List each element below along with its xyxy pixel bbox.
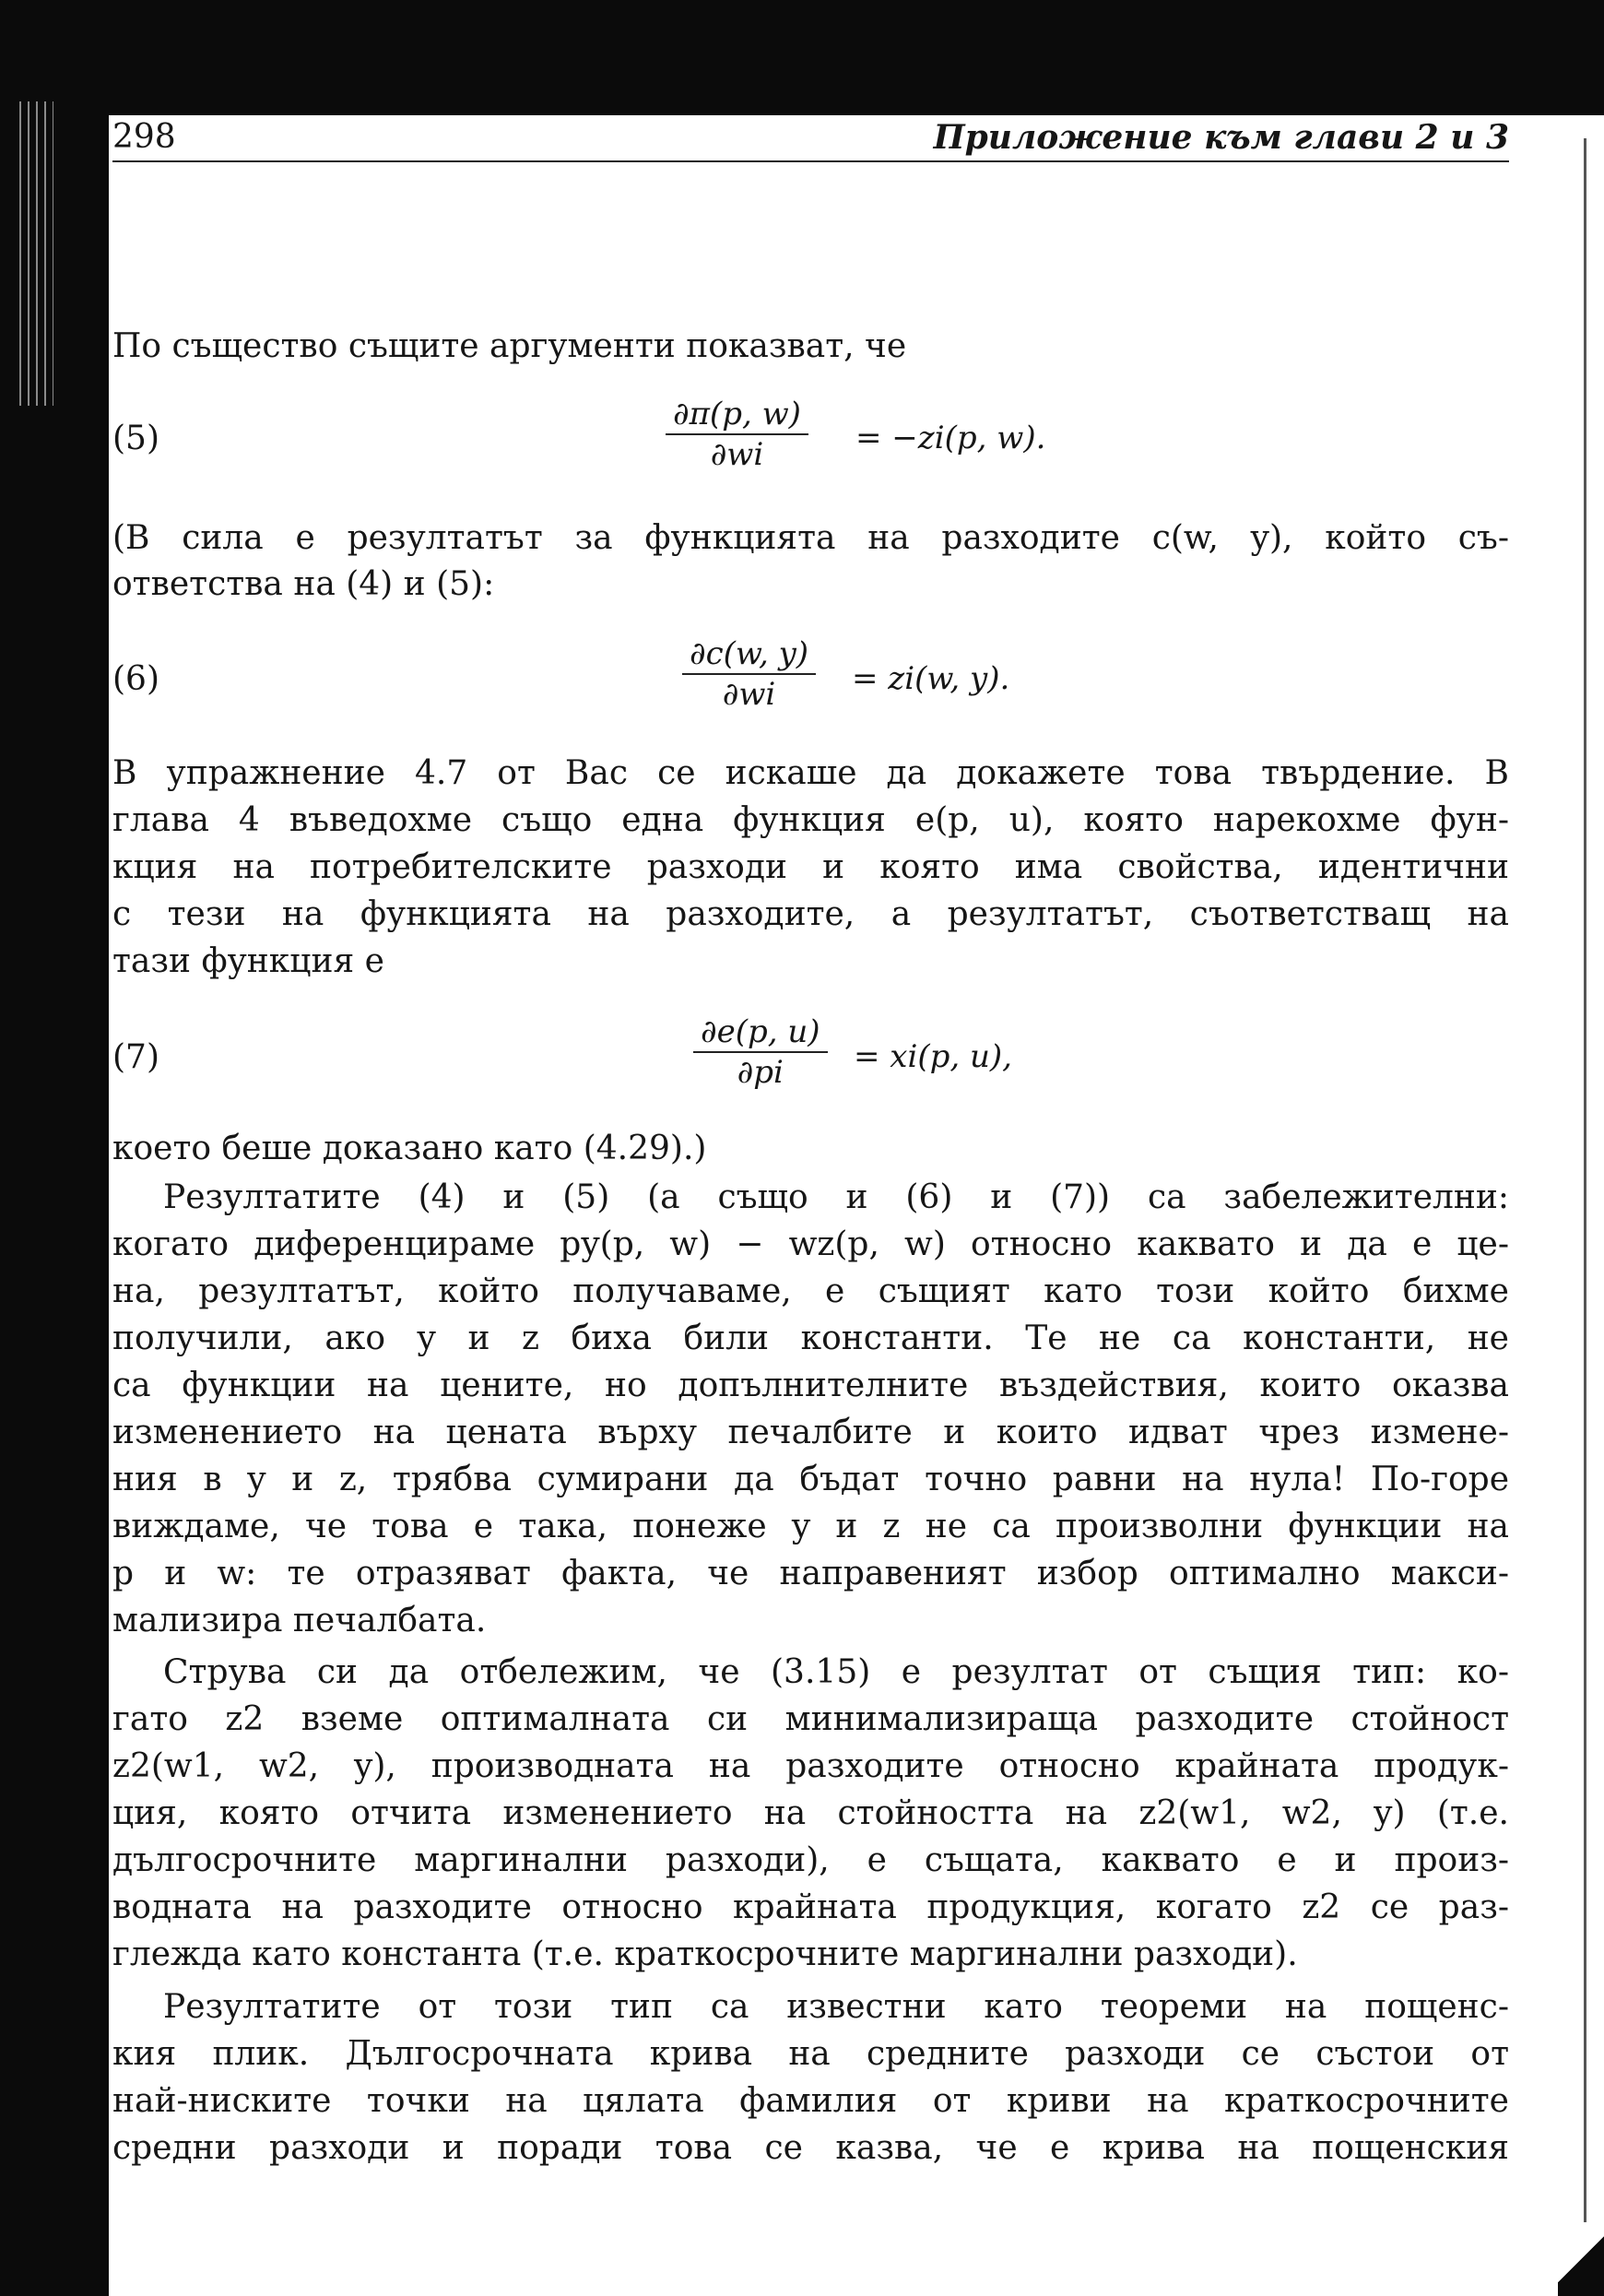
results-line-5: са функции на цените, но допълнителните въздействия, които оказва bbox=[112, 1367, 1509, 1404]
scan-binding-stripes bbox=[17, 101, 53, 406]
eq5-fraction bbox=[666, 395, 808, 474]
results-line-4: получили, ако y и z биха били константи. Те не са константи, не bbox=[112, 1320, 1509, 1357]
scan-corner-shadow bbox=[1558, 2222, 1604, 2296]
exp-line-5: тази функция е bbox=[112, 942, 384, 980]
page-number: 298 bbox=[112, 118, 176, 156]
p315-line-1: Струва си да отбележим, че (3.15) е резултат от същия тип: ко- bbox=[163, 1653, 1509, 1691]
results-line-6: изменението на цената върху печалбите и които идват чрез измене- bbox=[112, 1414, 1509, 1451]
envelope-line-1: Резултатите от този тип са известни като теореми на пощенс- bbox=[163, 1988, 1509, 2026]
results-line-7: ния в y и z, трябва сумирани да бъдат точно равни на нула! По-горе bbox=[112, 1461, 1509, 1498]
results-line-3: на, резултатът, който получаваме, е същият като този който бихме bbox=[112, 1272, 1509, 1310]
scan-page-edge-right bbox=[1584, 138, 1586, 2222]
p315-line-3: z2(w1, w2, y), производната на разходите относно крайната продук- bbox=[112, 1747, 1509, 1785]
results-line-10: мализира печалбата. bbox=[112, 1602, 487, 1639]
results-line-9: p и w: те отразяват факта, че направеният избор оптимално макси- bbox=[112, 1555, 1509, 1592]
running-head: Приложение към глави 2 и 3 bbox=[933, 118, 1509, 157]
eq6-denominator: ∂wi bbox=[722, 676, 776, 713]
exp-line-1: В упражнение 4.7 от Вас се искаше да докажете това твърдение. В bbox=[112, 754, 1509, 792]
p315-line-7: глежда като константа (т.е. краткосрочните маргинални разходи). bbox=[112, 1935, 1298, 1973]
eq7-label: (7) bbox=[112, 1038, 159, 1076]
eq7-rhs: = xi(p, u), bbox=[854, 1038, 1012, 1075]
p315-line-5: дългосрочните маргинални разходи), е същата, каквато е и произ- bbox=[112, 1841, 1509, 1879]
eq6-label: (6) bbox=[112, 660, 159, 698]
p315-line-2: гато z2 вземе оптималната си минимализираща разходите стойност bbox=[112, 1700, 1509, 1738]
eq5-denominator: ∂wi bbox=[710, 436, 764, 473]
eq5-rhs: = −zi(p, w). bbox=[855, 420, 1046, 456]
envelope-line-3: най-ниските точки на цялата фамилия от криви на краткосрочните bbox=[112, 2082, 1509, 2120]
envelope-line-2: кия плик. Дългосрочната крива на средните разходи се състои от bbox=[112, 2035, 1509, 2073]
envelope-line-4: средни разходи и поради това се казва, че е крива на пощенския bbox=[112, 2129, 1509, 2167]
eq6-rhs: = zi(w, y). bbox=[852, 660, 1010, 697]
p315-line-6: водната на разходите относно крайната продукция, когато z2 се раз- bbox=[112, 1888, 1509, 1926]
cost-line-2: ответства на (4) и (5): bbox=[112, 565, 495, 603]
page-header bbox=[112, 112, 1509, 162]
p315-line-4: ция, която отчита изменението на стойността на z2(w1, w2, y) (т.е. bbox=[112, 1794, 1509, 1832]
eq7-numerator: ∂e(p, u) bbox=[701, 1013, 820, 1050]
after-eq7-line: което беше доказано като (4.29).) bbox=[112, 1130, 707, 1167]
eq7-fraction bbox=[693, 1012, 828, 1092]
eq6-fraction bbox=[682, 634, 816, 714]
exp-line-2: глава 4 въведохме също една функция e(p, u), която нарекохме фун- bbox=[112, 801, 1509, 839]
cost-line-1: (В сила е резултатът за функцията на разходите c(w, y), който съ- bbox=[112, 519, 1509, 557]
eq5-label: (5) bbox=[112, 420, 159, 457]
eq6-numerator: ∂c(w, y) bbox=[690, 635, 809, 672]
intro-line: По същество същите аргументи показват, че bbox=[112, 327, 907, 365]
eq7-denominator: ∂pi bbox=[737, 1054, 784, 1091]
exp-line-4: с тези на функцията на разходите, а резултатът, съответстващ на bbox=[112, 895, 1509, 933]
results-line-8: виждаме, че това е така, понеже y и z не са произволни функции на bbox=[112, 1508, 1509, 1545]
scan-border-top bbox=[0, 0, 1604, 115]
exp-line-3: кция на потребителските разходи и която има свойства, идентични bbox=[112, 848, 1509, 886]
results-line-2: когато диференцираме py(p, w) − wz(p, w) относно каквато и да е це- bbox=[112, 1225, 1509, 1263]
results-line-1: Резултатите (4) и (5) (а също и (6) и (7)) са забележителни: bbox=[163, 1178, 1509, 1216]
eq5-numerator: ∂π(p, w) bbox=[673, 396, 801, 432]
